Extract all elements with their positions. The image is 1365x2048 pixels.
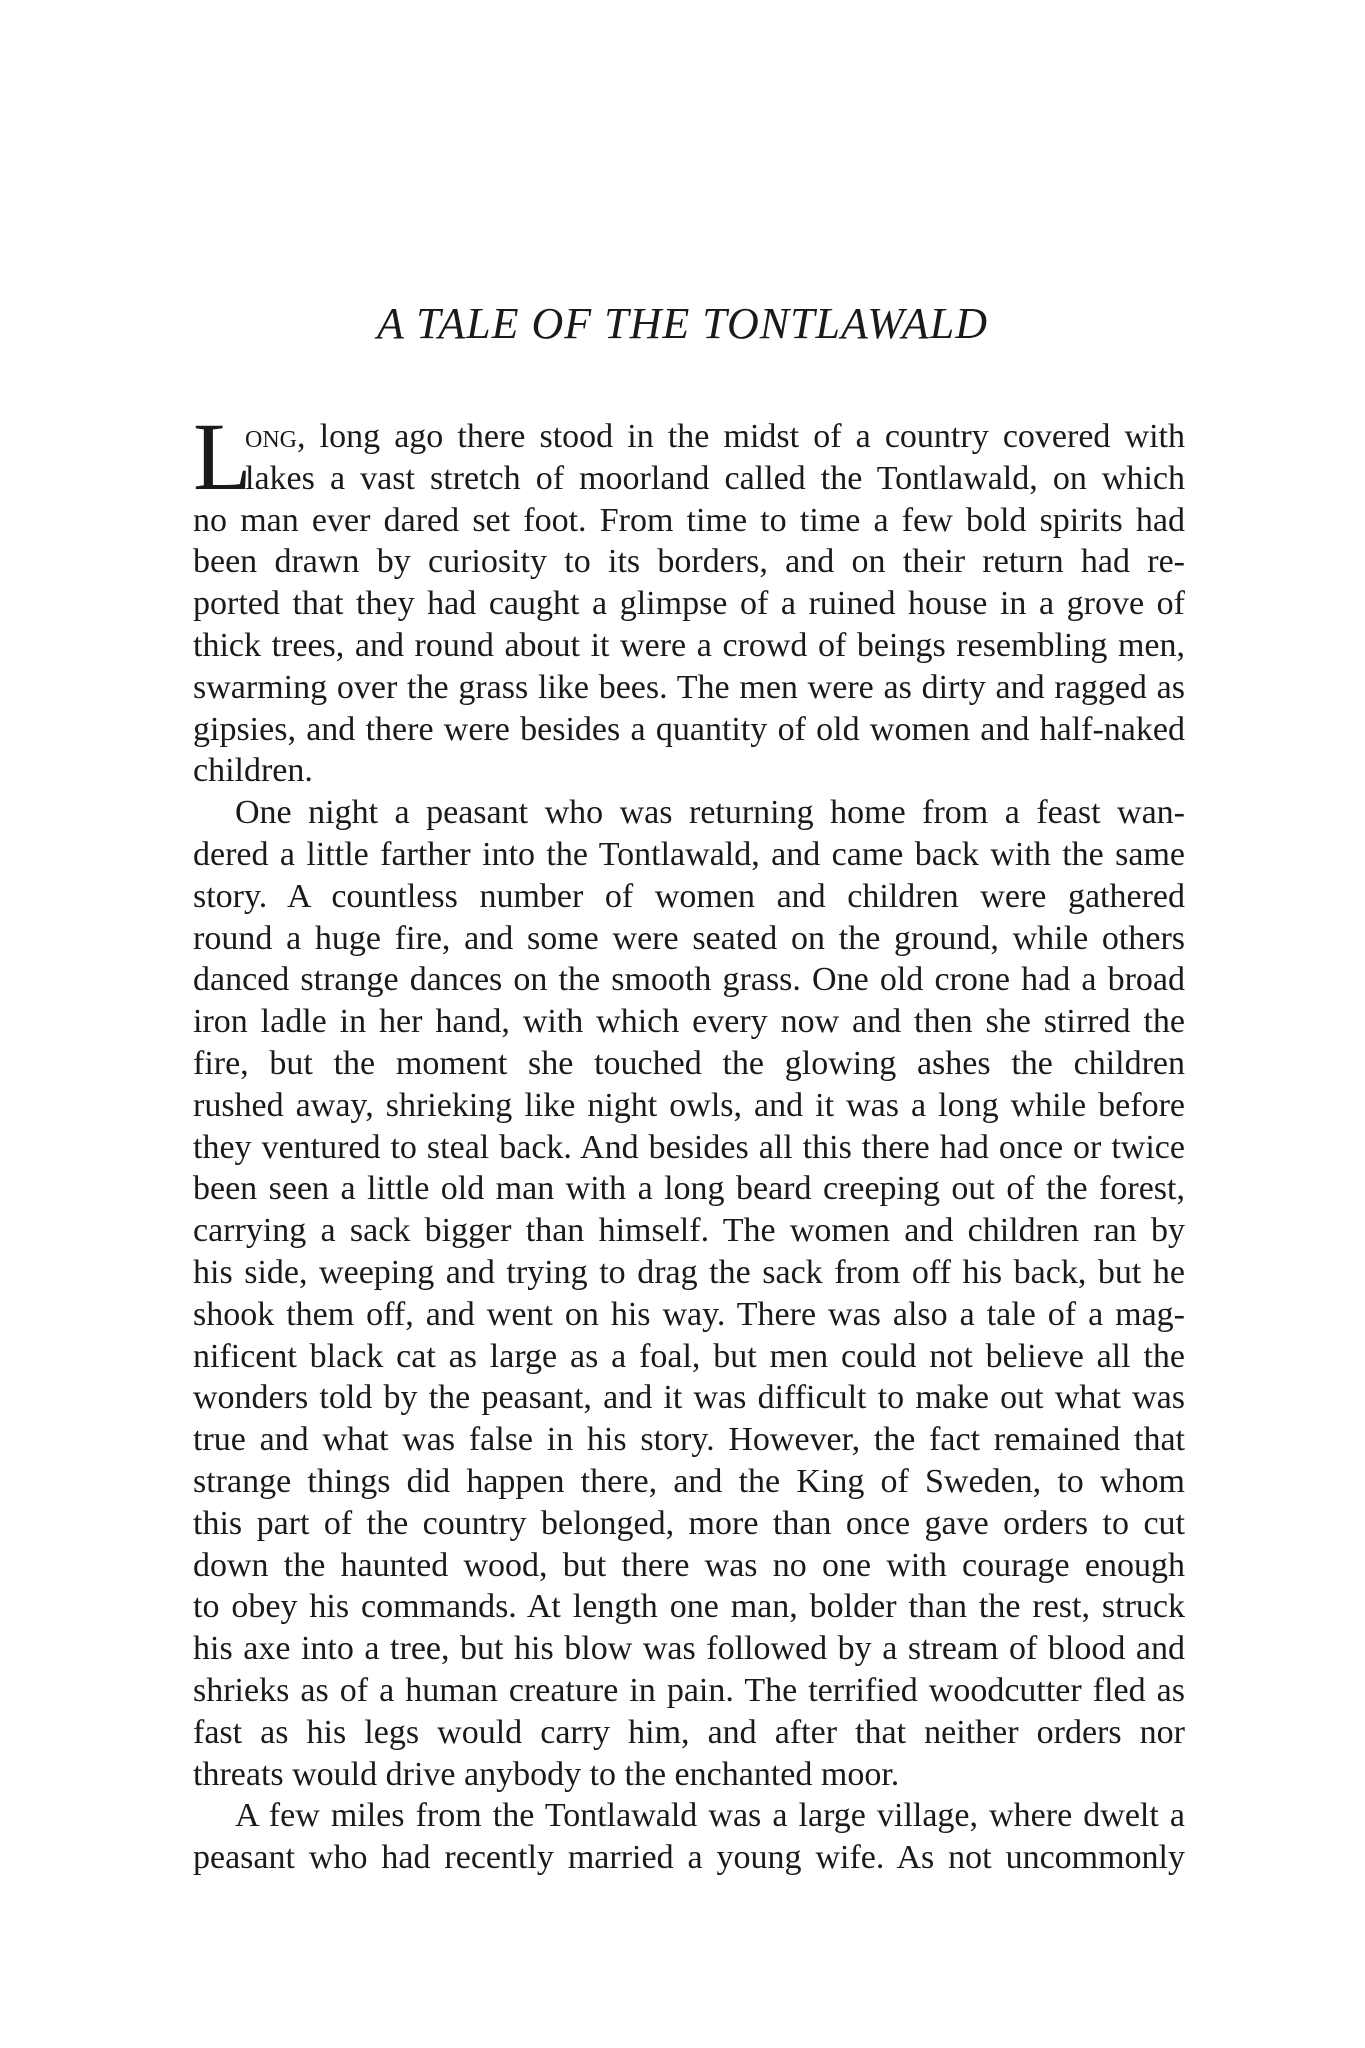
text-line: ported that they had caught a glimpse of a ruined house in a grove of — [193, 585, 1185, 623]
text-line: shrieks as of a human creature in pain. The terrified woodcutter fled as — [193, 1671, 1185, 1709]
text-line: One night a peasant who was returning home from a feast wan- — [235, 794, 1185, 832]
text-line: swarming over the grass like bees. The men were as dirty and ragged as — [193, 668, 1185, 706]
text-line: no man ever dared set foot. From time to time a few bold spirits had — [193, 501, 1185, 539]
text-line: fire, but the moment she touched the glowing ashes the children — [193, 1044, 1185, 1082]
text-line: A few miles from the Tontlawald was a large village, where dwelt a — [235, 1797, 1185, 1835]
text-line: rushed away, shrieking like night owls, and it was a long while before — [193, 1086, 1185, 1124]
text-line: round a huge fire, and some were seated on the ground, while others — [193, 919, 1185, 957]
text-line: they ventured to steal back. And besides all this there had once or twice — [193, 1128, 1185, 1166]
text-line: carrying a sack bigger than himself. The women and children ran by — [193, 1212, 1185, 1250]
line-text: long ago there stood in the midst of a country covered with — [305, 418, 1185, 455]
paragraph-lines — [193, 500, 1185, 1879]
text-line: lakes a vast stretch of moorland called the Tontlawald, on which — [245, 459, 1185, 497]
chapter-title: A TALE OF THE TONTLAWALD — [377, 299, 988, 348]
text-line: threats would drive anybody to the enchanted moor. — [193, 1755, 900, 1793]
text-line: been drawn by curiosity to its borders, and on their return had re- — [193, 543, 1185, 581]
drop-cap: L — [193, 403, 252, 510]
text-line: nificent black cat as large as a foal, but men could not believe all the — [193, 1337, 1185, 1375]
text-line: shook them off, and went on his way. There was also a tale of a mag- — [193, 1295, 1185, 1333]
text-line: to obey his commands. At length one man, bolder than the rest, struck — [193, 1588, 1185, 1626]
text-line: this part of the country belonged, more than once gave orders to cut — [193, 1504, 1185, 1542]
chapter-body — [193, 403, 1185, 1879]
text-line: thick trees, and round about it were a crowd of beings resembling men, — [193, 626, 1185, 664]
text-line: true and what was false in his story. However, the fact remained that — [193, 1421, 1185, 1459]
text-line: strange things did happen there, and the King of Sweden, to whom — [193, 1462, 1185, 1500]
text-line: wonders told by the peasant, and it was difficult to make out what was — [193, 1379, 1185, 1417]
text-line — [193, 416, 1185, 458]
text-line: story. A countless number of women and children were gathered — [193, 877, 1185, 915]
text-line: been seen a little old man with a long beard creeping out of the forest, — [193, 1170, 1185, 1208]
text-line: his side, weeping and trying to drag the sack from off his back, but he — [193, 1253, 1185, 1291]
text-line: peasant who had recently married a young wife. As not uncommonly — [193, 1839, 1185, 1877]
text-line: down the haunted wood, but there was no one with courage enough — [193, 1546, 1185, 1584]
text-line: danced strange dances on the smooth grass. One old crone had a broad — [193, 961, 1185, 999]
opening-block — [193, 403, 1185, 510]
text-line: gipsies, and there were besides a quantity of old women and half-naked — [193, 710, 1185, 748]
text-line: iron ladle in her hand, with which every now and then she stirred the — [193, 1003, 1185, 1041]
text-line: dered a little farther into the Tontlawald, and came back with the same — [193, 835, 1185, 873]
text-line: fast as his legs would carry him, and after that neither orders nor — [193, 1713, 1185, 1751]
small-caps-word: ong, — [245, 418, 306, 455]
text-line: children. — [193, 752, 313, 790]
text-line: his axe into a tree, but his blow was followed by a stream of blood and — [193, 1630, 1185, 1668]
